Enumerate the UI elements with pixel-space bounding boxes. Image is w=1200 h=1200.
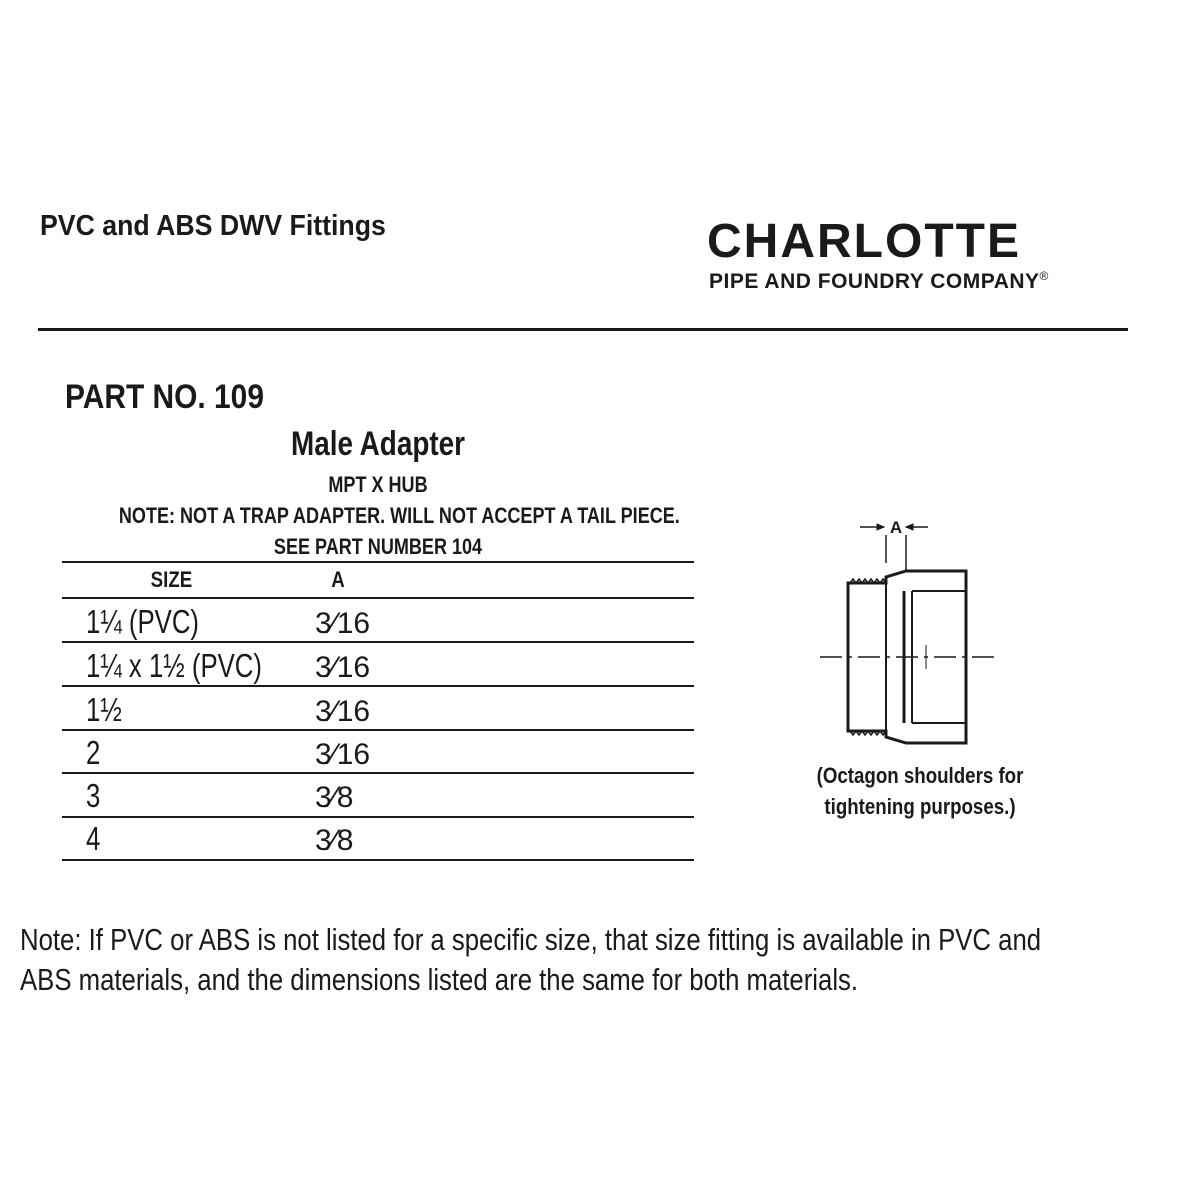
footnote-line: ABS materials, and the dimensions listed are the same for both materials. bbox=[20, 962, 859, 997]
table-row-size: 1½ bbox=[86, 691, 122, 728]
brand-subtitle-text: PIPE AND FOUNDRY COMPANY bbox=[709, 270, 1040, 293]
table-row-a: 3⁄16 bbox=[315, 607, 371, 640]
dimension-arrow-right bbox=[906, 524, 913, 530]
dimension-label-a: A bbox=[889, 518, 903, 537]
thread-bottom bbox=[850, 731, 886, 735]
brand-logo-subtitle bbox=[709, 270, 1049, 292]
dimension-arrow-left bbox=[877, 524, 884, 530]
table-row-a: 3⁄16 bbox=[315, 738, 371, 771]
table-rule bbox=[62, 641, 694, 643]
table-rule bbox=[62, 859, 694, 861]
part-note-reference: SEE PART NUMBER 104 bbox=[273, 534, 483, 559]
table-row-size: 4 bbox=[86, 820, 101, 857]
part-title: Male Adapter bbox=[290, 425, 466, 463]
document-category: PVC and ABS DWV Fittings bbox=[40, 210, 386, 242]
registered-mark: ® bbox=[1039, 269, 1049, 283]
table-rule bbox=[62, 729, 694, 731]
table-rule bbox=[62, 685, 694, 687]
footnote-line: Note: If PVC or ABS is not listed for a specific size, that size fitting is available in PVC and bbox=[20, 922, 1042, 957]
thread-top bbox=[850, 579, 886, 583]
drawing-caption bbox=[810, 760, 1031, 822]
caption-line: (Octagon shoulders for bbox=[816, 763, 1024, 788]
table-rule bbox=[62, 561, 694, 563]
caption-line: tightening purposes.) bbox=[824, 794, 1016, 819]
table-rule bbox=[62, 816, 694, 818]
male-adapter-drawing bbox=[800, 505, 1010, 755]
column-header-a: A bbox=[331, 567, 345, 592]
table-row-a: 3⁄16 bbox=[315, 651, 371, 684]
table-row-a: 3⁄8 bbox=[315, 781, 354, 814]
part-note: NOTE: NOT A TRAP ADAPTER. WILL NOT ACCEPT A TAIL PIECE. bbox=[118, 503, 680, 528]
table-row-size: 1¼ x 1½ (PVC) bbox=[86, 647, 262, 684]
table-row-a: 3⁄16 bbox=[315, 695, 371, 728]
table-rule bbox=[62, 597, 694, 599]
table-row-size: 3 bbox=[86, 777, 101, 814]
table-row-size: 2 bbox=[86, 734, 101, 771]
brand-logo-name: CHARLOTTE bbox=[707, 215, 1021, 268]
table-row-a: 3⁄8 bbox=[315, 824, 354, 857]
header-divider bbox=[38, 328, 1128, 331]
table-rule bbox=[62, 772, 694, 774]
footnote bbox=[20, 920, 1182, 1000]
table-row-size: 1¼ (PVC) bbox=[86, 603, 200, 640]
part-number: PART NO. 109 bbox=[65, 378, 264, 416]
column-header-size: SIZE bbox=[150, 567, 193, 592]
part-connection: MPT X HUB bbox=[328, 472, 428, 497]
